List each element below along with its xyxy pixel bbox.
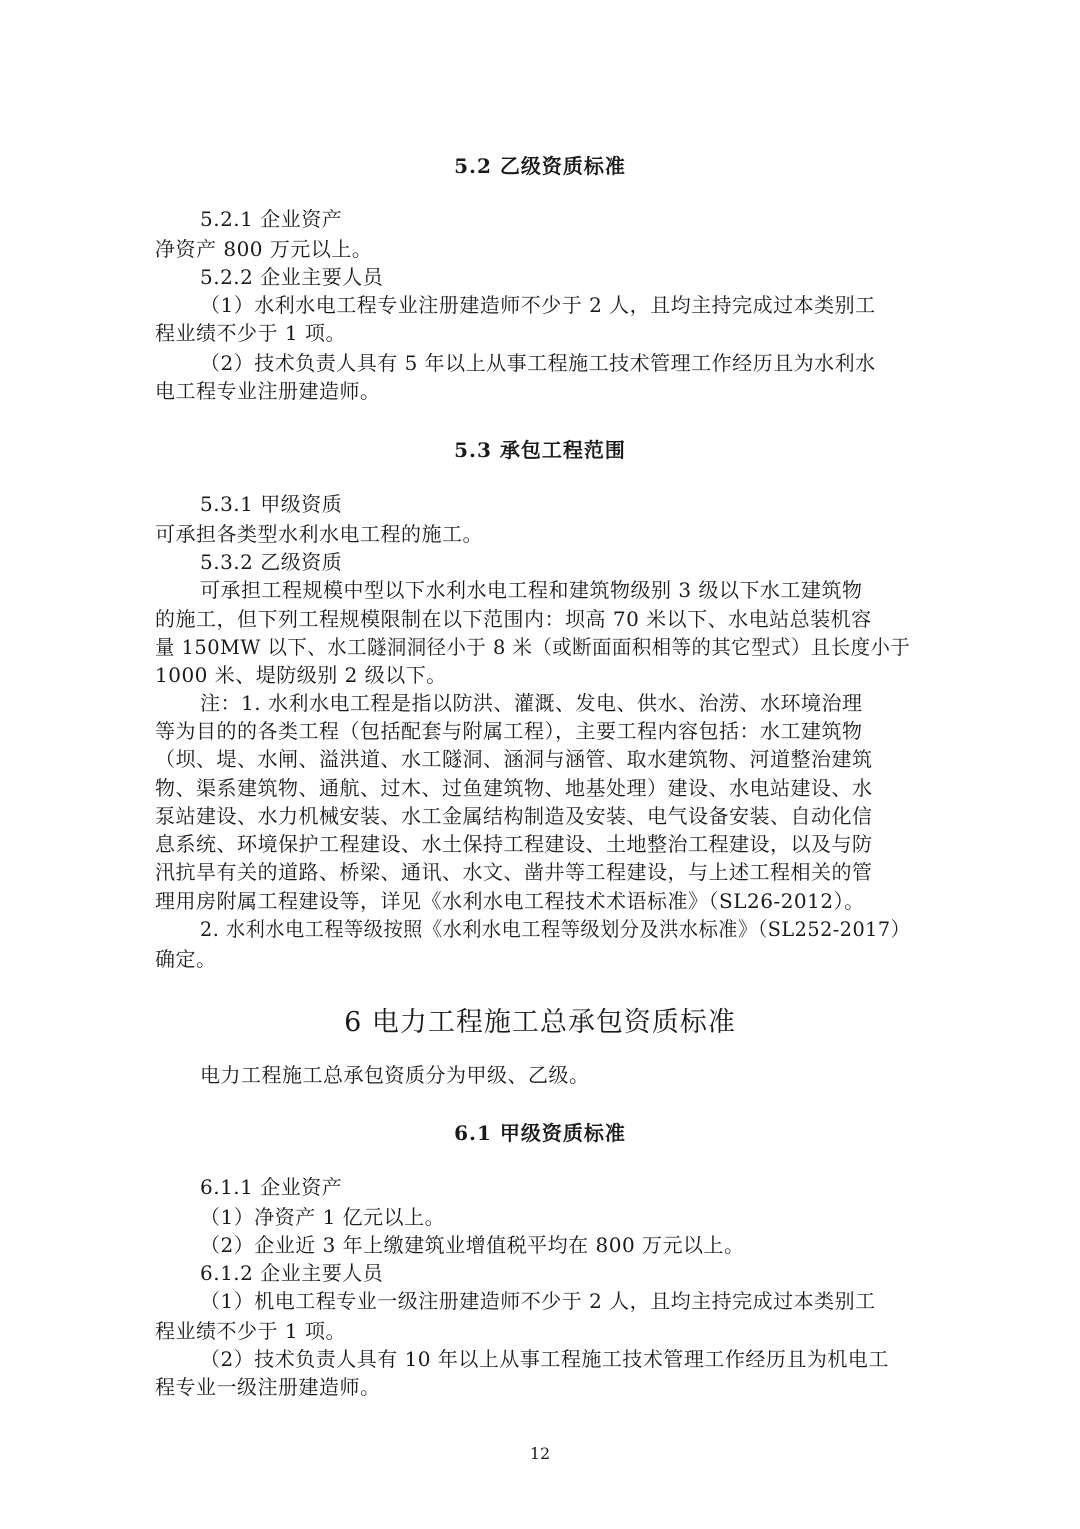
clause-6-1-2-item1-line1: （1）机电工程专业一级注册建造师不少于 2 人，且均主持完成过本类别工: [200, 1289, 876, 1313]
clause-5-2-2-item1-line1: （1）水利水电工程专业注册建造师不少于 2 人，且均主持完成过本类别工: [200, 293, 876, 317]
clause-5-2-2-item1-line2: 程业绩不少于 1 项。: [155, 321, 346, 345]
note-1-line2: 等为目的的各类工程（包括配套与附属工程），主要工程内容包括：水工建筑物: [155, 719, 863, 743]
note-1-line1: 注：1. 水利水电工程是指以防洪、灌溉、发电、供水、治涝、水环境治理: [200, 691, 863, 715]
clause-6-1-2-item2-line1: （2）技术负责人具有 10 年以上从事工程施工技术管理工作经历且为机电工: [200, 1347, 889, 1371]
section-5-3-heading: 5.3 承包工程范围: [454, 438, 626, 462]
clause-5-3-2-title: 5.3.2 乙级资质: [200, 550, 343, 574]
page-number: 12: [529, 1444, 551, 1463]
clause-5-3-2-line1: 可承担工程规模中型以下水利水电工程和建筑物级别 3 级以下水工建筑物: [200, 578, 863, 602]
clause-5-3-2-line4: 1000 米、堤防级别 2 级以下。: [155, 663, 447, 687]
clause-6-1-1-item1: （1）净资产 1 亿元以上。: [200, 1205, 446, 1229]
clause-6-1-2-item1-line2: 程业绩不少于 1 项。: [155, 1319, 346, 1343]
note-2-line2: 确定。: [155, 947, 217, 971]
note-1-line5: 泵站建设、水力机械安装、水工金属结构制造及安装、电气设备安装、自动化信: [155, 804, 873, 828]
note-1-line4: 物、渠系建筑物、通航、过木、过鱼建筑物、地基处理）建设、水电站建设、水: [155, 776, 873, 800]
section-5-2-heading: 5.2 乙级资质标准: [454, 154, 626, 178]
clause-5-2-1-text: 净资产 800 万元以上。: [155, 237, 373, 261]
clause-6-1-1-title: 6.1.1 企业资产: [200, 1175, 343, 1199]
chapter-6-heading: 6 电力工程施工总承包资质标准: [344, 1007, 736, 1038]
clause-5-3-1-title: 5.3.1 甲级资质: [200, 492, 343, 516]
clause-5-2-1-title: 5.2.1 企业资产: [200, 207, 343, 231]
clause-5-3-2-line2: 的施工，但下列工程规模限制在以下范围内：坝高 70 米以下、水电站总装机容: [155, 607, 872, 631]
clause-6-1-1-item2: （2）企业近 3 年上缴建筑业增值税平均在 800 万元以上。: [200, 1233, 745, 1257]
chapter-6-intro: 电力工程施工总承包资质分为甲级、乙级。: [200, 1063, 590, 1087]
note-2-line1: 2. 水利水电工程等级按照《水利水电工程等级划分及洪水标准》（SL252-2017）: [200, 917, 911, 941]
clause-5-2-2-title: 5.2.2 企业主要人员: [200, 265, 384, 289]
clause-5-2-2-item2-line1: （2）技术负责人具有 5 年以上从事工程施工技术管理工作经历且为水利水: [200, 351, 876, 375]
note-1-line7: 汛抗旱有关的道路、桥梁、通讯、水文、凿井等工程建设，与上述工程相关的管: [155, 860, 873, 884]
clause-5-3-2-line3: 量 150MW 以下、水工隧洞洞径小于 8 米（或断面面积相等的其它型式）且长度小于: [155, 635, 911, 659]
clause-5-3-1-text: 可承担各类型水利水电工程的施工。: [155, 522, 483, 546]
clause-6-1-2-item2-line2: 程专业一级注册建造师。: [155, 1375, 381, 1399]
clause-6-1-2-title: 6.1.2 企业主要人员: [200, 1261, 384, 1285]
section-6-1-heading: 6.1 甲级资质标准: [454, 1121, 626, 1145]
clause-5-2-2-item2-line2: 电工程专业注册建造师。: [155, 379, 381, 403]
note-1-line8: 理用房附属工程建设等，详见《水利水电工程技术术语标准》（SL26-2012）。: [155, 889, 865, 913]
note-1-line6: 息系统、环境保护工程建设、水土保持工程建设、土地整治工程建设，以及与防: [155, 832, 873, 856]
note-1-line3: （坝、堤、水闸、溢洪道、水工隧洞、涵洞与涵管、取水建筑物、河道整治建筑: [155, 747, 873, 771]
